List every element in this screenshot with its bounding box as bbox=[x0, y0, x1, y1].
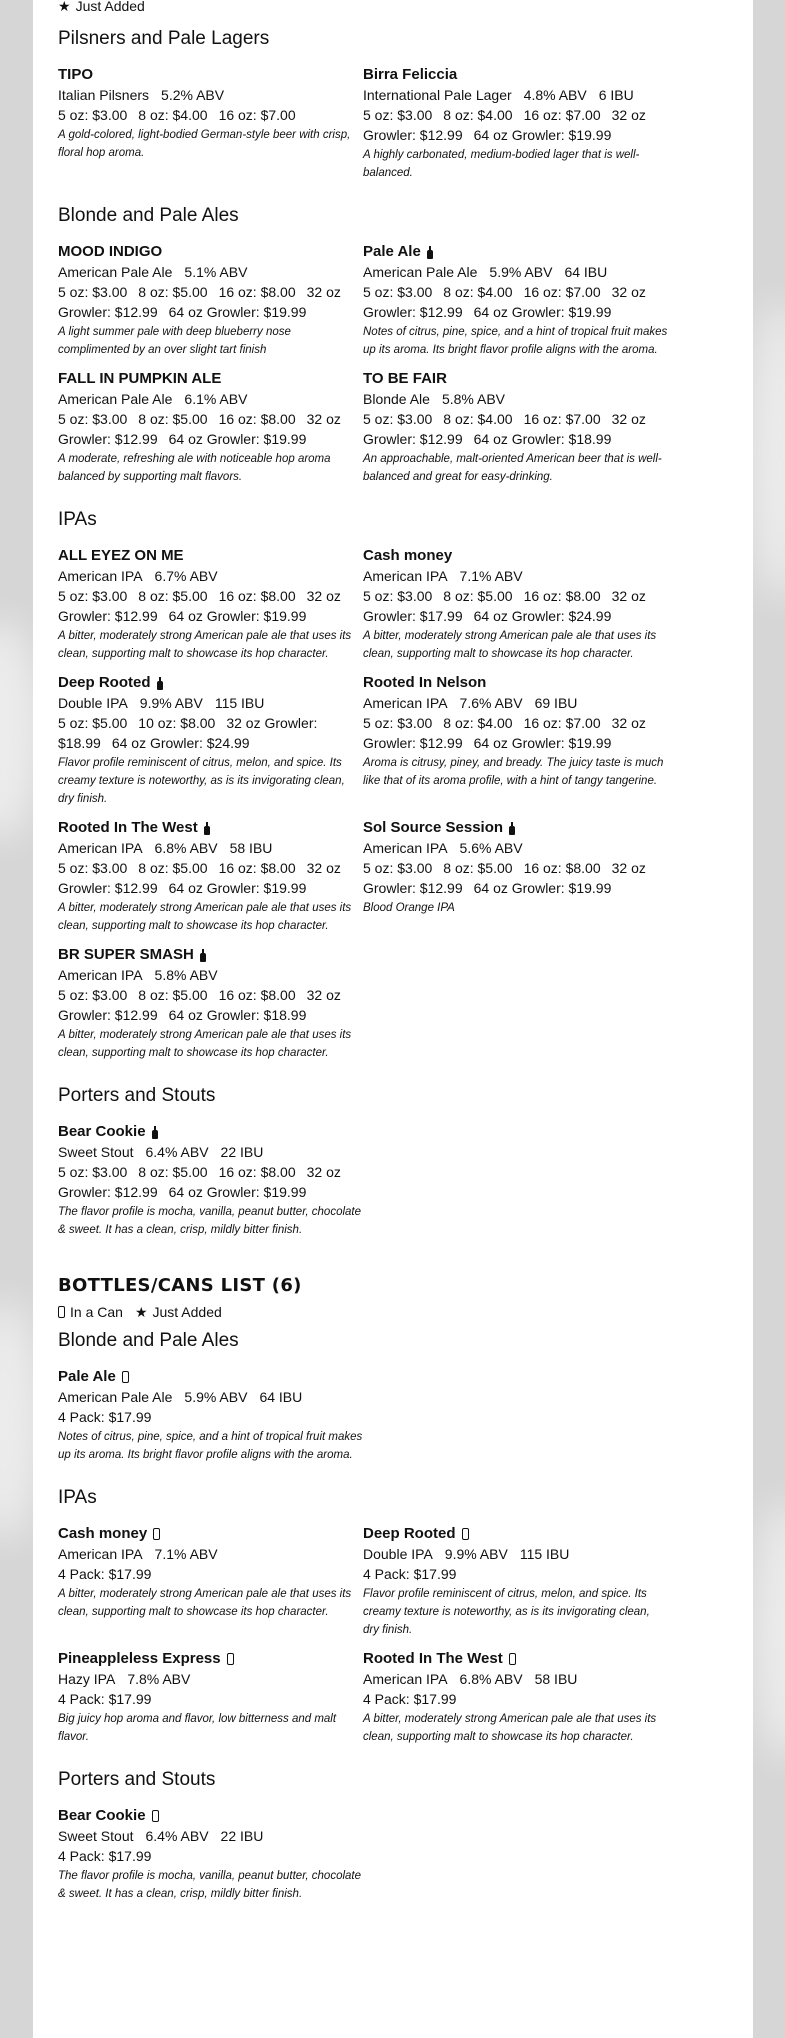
price-option: 32 oz Growler: $12.99 bbox=[363, 715, 646, 751]
price-option: 8 oz: $5.00 bbox=[443, 860, 513, 876]
can-icon bbox=[462, 1528, 469, 1540]
price-option: 32 oz Growler: $12.99 bbox=[58, 411, 341, 447]
price-option: 10 oz: $8.00 bbox=[138, 715, 216, 731]
beer-item bbox=[58, 1524, 363, 1621]
beer-name-text: Birra Feliccia bbox=[363, 66, 458, 83]
beer-prices bbox=[363, 282, 668, 322]
price-option: 4 Pack: $17.99 bbox=[58, 1409, 152, 1425]
price-option: 16 oz: $7.00 bbox=[523, 107, 601, 123]
beer-name bbox=[363, 1524, 668, 1544]
beer-item bbox=[363, 1524, 668, 1639]
beer-abv: 5.2% ABV bbox=[161, 87, 225, 103]
price-option: 16 oz: $8.00 bbox=[218, 987, 296, 1003]
beer-style: American IPA bbox=[58, 967, 143, 983]
beer-style: Double IPA bbox=[363, 1546, 433, 1562]
beer-prices bbox=[363, 409, 668, 449]
price-option: 5 oz: $3.00 bbox=[58, 860, 128, 876]
price-option: 5 oz: $3.00 bbox=[58, 987, 128, 1003]
beer-meta bbox=[58, 1669, 363, 1689]
price-option: 16 oz: $8.00 bbox=[523, 860, 601, 876]
beer-name-text: Rooted In The West bbox=[363, 1650, 503, 1667]
beer-name-text: ALL EYEZ ON ME bbox=[58, 547, 184, 564]
price-option: 8 oz: $4.00 bbox=[138, 107, 208, 123]
beer-description: Flavor profile reminiscent of citrus, melon, and spice. Its creamy texture is noteworthy, as is its invigorating clean, dry finish. bbox=[58, 757, 345, 805]
price-option: 64 oz Growler: $19.99 bbox=[473, 127, 612, 143]
beer-description: A bitter, moderately strong American pale ale that uses its clean, supporting malt to showcase its hop character. bbox=[58, 902, 352, 932]
price-option: 64 oz Growler: $19.99 bbox=[168, 431, 307, 447]
beer-name bbox=[58, 369, 363, 389]
bottle-icon bbox=[204, 822, 210, 835]
beer-prices bbox=[58, 713, 363, 753]
beer-item bbox=[363, 1649, 668, 1746]
price-option: 8 oz: $4.00 bbox=[443, 715, 513, 731]
beer-name-text: TIPO bbox=[58, 66, 94, 83]
beer-abv: 6.1% ABV bbox=[184, 391, 248, 407]
beer-name bbox=[363, 673, 668, 693]
beer-ibu: 64 IBU bbox=[564, 264, 608, 280]
beer-style: Hazy IPA bbox=[58, 1671, 116, 1687]
beer-description: Blood Orange IPA bbox=[363, 902, 455, 914]
beer-meta bbox=[58, 1544, 363, 1564]
beer-prices bbox=[58, 409, 363, 449]
price-option: 8 oz: $4.00 bbox=[443, 411, 513, 427]
beer-name bbox=[58, 1367, 363, 1387]
beer-abv: 4.8% ABV bbox=[523, 87, 587, 103]
price-option: 64 oz Growler: $19.99 bbox=[473, 735, 612, 751]
price-option: 64 oz Growler: $19.99 bbox=[473, 880, 612, 896]
beer-description: Notes of citrus, pine, spice, and a hint of tropical fruit makes up its aroma. Its bright flavor profile aligns with the aroma. bbox=[58, 1431, 363, 1461]
star-icon: ★ bbox=[58, 0, 71, 14]
beer-meta bbox=[58, 965, 363, 985]
beer-name-text: BR SUPER SMASH bbox=[58, 946, 194, 963]
price-option: 8 oz: $5.00 bbox=[138, 284, 208, 300]
price-option: 32 oz Growler: $12.99 bbox=[363, 860, 646, 896]
beer-style: American Pale Ale bbox=[58, 391, 173, 407]
beer-abv: 5.8% ABV bbox=[441, 391, 505, 407]
beer-abv: 6.4% ABV bbox=[145, 1828, 209, 1844]
beer-style: Sweet Stout bbox=[58, 1828, 134, 1844]
beer-prices bbox=[58, 1846, 363, 1866]
price-option: 4 Pack: $17.99 bbox=[363, 1566, 457, 1582]
beer-style: Italian Pilsners bbox=[58, 87, 150, 103]
beer-meta bbox=[363, 1669, 668, 1689]
beer-name bbox=[58, 945, 363, 965]
can-icon bbox=[153, 1528, 160, 1540]
menu-page bbox=[33, 0, 753, 2038]
legend-just-added-label: Just Added bbox=[152, 1304, 222, 1320]
price-option: 32 oz Growler: $12.99 bbox=[58, 1164, 341, 1200]
beer-abv: 5.9% ABV bbox=[184, 1389, 248, 1405]
price-option: 64 oz Growler: $19.99 bbox=[168, 304, 307, 320]
price-option: 8 oz: $5.00 bbox=[443, 588, 513, 604]
beer-item bbox=[363, 818, 668, 917]
can-icon bbox=[227, 1653, 234, 1665]
beer-prices bbox=[363, 1564, 668, 1584]
price-option: 8 oz: $5.00 bbox=[138, 987, 208, 1003]
beer-prices bbox=[363, 1689, 668, 1709]
beer-style: American Pale Ale bbox=[58, 264, 173, 280]
price-option: 8 oz: $5.00 bbox=[138, 588, 208, 604]
price-option: 32 oz Growler: $12.99 bbox=[58, 860, 341, 896]
beer-meta bbox=[58, 1826, 363, 1846]
beer-name bbox=[58, 65, 363, 85]
beer-description: A bitter, moderately strong American pale ale that uses its clean, supporting malt to showcase its hop character. bbox=[58, 630, 352, 660]
bottles-legend bbox=[58, 1303, 222, 1321]
beer-meta bbox=[58, 389, 363, 409]
legend-just-added bbox=[58, 0, 145, 15]
price-option: 16 oz: $7.00 bbox=[523, 284, 601, 300]
can-icon bbox=[509, 1653, 516, 1665]
beer-prices bbox=[58, 1162, 363, 1202]
price-option: 5 oz: $3.00 bbox=[363, 284, 433, 300]
price-option: 16 oz: $7.00 bbox=[523, 411, 601, 427]
beer-item bbox=[58, 1649, 363, 1746]
can-icon bbox=[58, 1306, 65, 1318]
beer-prices bbox=[363, 105, 668, 145]
beer-abv: 5.9% ABV bbox=[489, 264, 553, 280]
beer-name bbox=[363, 1649, 668, 1669]
price-option: 4 Pack: $17.99 bbox=[58, 1848, 152, 1864]
beer-description: Notes of citrus, pine, spice, and a hint of tropical fruit makes up its aroma. Its bright flavor profile aligns with the aroma. bbox=[363, 326, 668, 356]
bottle-icon bbox=[509, 822, 515, 835]
price-option: 8 oz: $5.00 bbox=[138, 1164, 208, 1180]
beer-name bbox=[58, 242, 363, 262]
beer-abv: 9.9% ABV bbox=[444, 1546, 508, 1562]
beer-name-text: TO BE FAIR bbox=[363, 370, 447, 387]
beer-item bbox=[363, 65, 668, 182]
beer-prices bbox=[58, 1689, 363, 1709]
beer-ibu: 58 IBU bbox=[534, 1671, 578, 1687]
beer-abv: 7.8% ABV bbox=[127, 1671, 191, 1687]
beer-abv: 6.4% ABV bbox=[145, 1144, 209, 1160]
beer-ibu: 64 IBU bbox=[259, 1389, 303, 1405]
beer-name bbox=[58, 673, 363, 693]
beer-name-text: Cash money bbox=[58, 1525, 148, 1542]
beer-name bbox=[363, 242, 668, 262]
beer-prices bbox=[363, 713, 668, 753]
price-option: 16 oz: $7.00 bbox=[218, 107, 296, 123]
beer-meta bbox=[58, 566, 363, 586]
beer-description: Aroma is citrusy, piney, and bready. The juicy taste is much like that of its aroma profile, with a hint of tangy tangerine. bbox=[363, 757, 664, 787]
beer-prices bbox=[58, 282, 363, 322]
price-option: 16 oz: $8.00 bbox=[218, 284, 296, 300]
beer-description: A highly carbonated, medium-bodied lager that is well-balanced. bbox=[363, 149, 640, 179]
beer-meta bbox=[58, 693, 363, 713]
price-option: 16 oz: $8.00 bbox=[218, 1164, 296, 1180]
beer-item bbox=[363, 369, 668, 486]
price-option: 8 oz: $5.00 bbox=[138, 411, 208, 427]
beer-abv: 5.8% ABV bbox=[154, 967, 218, 983]
beer-item bbox=[58, 65, 363, 162]
beer-style: American IPA bbox=[58, 568, 143, 584]
beer-name-text: Rooted In The West bbox=[58, 819, 198, 836]
beer-ibu: 115 IBU bbox=[214, 695, 265, 711]
can-icon bbox=[152, 1810, 159, 1822]
price-option: 5 oz: $3.00 bbox=[363, 411, 433, 427]
beer-name-text: Deep Rooted bbox=[58, 674, 151, 691]
price-option: 64 oz Growler: $19.99 bbox=[168, 608, 307, 624]
beer-name-text: Pale Ale bbox=[58, 1368, 116, 1385]
beer-style: American IPA bbox=[58, 840, 143, 856]
beer-style: American IPA bbox=[363, 568, 448, 584]
beer-description: A moderate, refreshing ale with noticeable hop aroma balanced by supporting malt flavors. bbox=[58, 453, 331, 483]
beer-description: Big juicy hop aroma and flavor, low bitterness and malt flavor. bbox=[58, 1713, 337, 1743]
price-option: 5 oz: $3.00 bbox=[363, 107, 433, 123]
price-option: 64 oz Growler: $24.99 bbox=[473, 608, 612, 624]
beer-description: A bitter, moderately strong American pale ale that uses its clean, supporting malt to showcase its hop character. bbox=[58, 1029, 352, 1059]
legend-just-added bbox=[135, 1303, 222, 1321]
beer-meta bbox=[363, 1544, 668, 1564]
beer-name bbox=[363, 546, 668, 566]
beer-description: Flavor profile reminiscent of citrus, melon, and spice. Its creamy texture is noteworthy, as is its invigorating clean, dry finish. bbox=[363, 1588, 650, 1636]
beer-meta bbox=[363, 566, 668, 586]
bottle-icon bbox=[152, 1126, 158, 1139]
beer-item bbox=[58, 945, 363, 1062]
beer-meta bbox=[58, 85, 363, 105]
beer-style: Sweet Stout bbox=[58, 1144, 134, 1160]
price-option: 5 oz: $3.00 bbox=[58, 411, 128, 427]
beer-name-text: Bear Cookie bbox=[58, 1123, 146, 1140]
star-icon: ★ bbox=[134, 1304, 148, 1320]
price-option: 32 oz Growler: $12.99 bbox=[58, 588, 341, 624]
legend-in-a-can-label: In a Can bbox=[70, 1304, 123, 1320]
beer-abv: 6.7% ABV bbox=[154, 568, 218, 584]
price-option: 16 oz: $8.00 bbox=[218, 860, 296, 876]
beer-ibu: 69 IBU bbox=[534, 695, 578, 711]
beer-name bbox=[363, 818, 668, 838]
price-option: 5 oz: $3.00 bbox=[58, 1164, 128, 1180]
beer-meta bbox=[363, 262, 668, 282]
price-option: 5 oz: $5.00 bbox=[58, 715, 128, 731]
beer-abv: 5.6% ABV bbox=[459, 840, 523, 856]
beer-style: American Pale Ale bbox=[58, 1389, 173, 1405]
beer-name bbox=[58, 818, 363, 838]
beer-style: American Pale Ale bbox=[363, 264, 478, 280]
beer-item bbox=[58, 1367, 363, 1464]
price-option: 16 oz: $7.00 bbox=[523, 715, 601, 731]
beer-description: An approachable, malt-oriented American beer that is well-balanced and great for easy-drinking. bbox=[363, 453, 662, 483]
price-option: 32 oz Growler: $12.99 bbox=[58, 284, 341, 320]
beer-meta bbox=[363, 85, 668, 105]
bottle-icon bbox=[427, 246, 433, 259]
price-option: 16 oz: $8.00 bbox=[523, 588, 601, 604]
beer-meta bbox=[58, 838, 363, 858]
price-option: 32 oz Growler: $12.99 bbox=[363, 107, 646, 143]
beer-meta bbox=[363, 838, 668, 858]
bottles-list-title: BOTTLES/CANS LIST (6) bbox=[58, 1275, 302, 1296]
legend-just-added-label: Just Added bbox=[75, 0, 145, 14]
price-option: 32 oz Growler: $12.99 bbox=[363, 284, 646, 320]
beer-style: American IPA bbox=[363, 1671, 448, 1687]
section-title: Blonde and Pale Ales bbox=[58, 205, 239, 226]
beer-style: American IPA bbox=[363, 840, 448, 856]
beer-prices bbox=[58, 985, 363, 1025]
section-title: Porters and Stouts bbox=[58, 1769, 216, 1790]
beer-meta bbox=[363, 389, 668, 409]
beer-item bbox=[58, 673, 363, 808]
bottle-icon bbox=[200, 949, 206, 962]
beer-name bbox=[58, 546, 363, 566]
beer-prices bbox=[58, 105, 363, 125]
beer-ibu: 6 IBU bbox=[598, 87, 634, 103]
beer-abv: 9.9% ABV bbox=[139, 695, 203, 711]
beer-name bbox=[58, 1649, 363, 1669]
price-option: 64 oz Growler: $19.99 bbox=[168, 1184, 307, 1200]
beer-item bbox=[58, 369, 363, 486]
beer-prices bbox=[58, 1407, 363, 1427]
beer-name-text: Sol Source Session bbox=[363, 819, 504, 836]
beer-name-text: Deep Rooted bbox=[363, 1525, 456, 1542]
legend-top bbox=[58, 0, 145, 15]
beer-name-text: Rooted In Nelson bbox=[363, 674, 487, 691]
beer-meta bbox=[363, 693, 668, 713]
beer-description: A bitter, moderately strong American pale ale that uses its clean, supporting malt to showcase its hop character. bbox=[363, 1713, 657, 1743]
beer-ibu: 22 IBU bbox=[220, 1828, 264, 1844]
beer-name-text: Bear Cookie bbox=[58, 1807, 146, 1824]
price-option: 64 oz Growler: $19.99 bbox=[168, 880, 307, 896]
beer-style: Double IPA bbox=[58, 695, 128, 711]
price-option: 5 oz: $3.00 bbox=[363, 860, 433, 876]
beer-item bbox=[363, 242, 668, 359]
beer-description: The flavor profile is mocha, vanilla, peanut butter, chocolate & sweet. It has a clean, crisp, mildly bitter finish. bbox=[58, 1870, 362, 1900]
price-option: 32 oz Growler: $18.99 bbox=[58, 715, 318, 751]
price-option: 16 oz: $8.00 bbox=[218, 588, 296, 604]
price-option: 64 oz Growler: $19.99 bbox=[473, 304, 612, 320]
legend-in-a-can bbox=[58, 1303, 123, 1321]
beer-style: American IPA bbox=[363, 695, 448, 711]
beer-ibu: 22 IBU bbox=[220, 1144, 264, 1160]
beer-item bbox=[58, 242, 363, 359]
beer-abv: 7.1% ABV bbox=[459, 568, 523, 584]
beer-item bbox=[58, 546, 363, 663]
price-option: 8 oz: $5.00 bbox=[138, 860, 208, 876]
price-option: 5 oz: $3.00 bbox=[363, 715, 433, 731]
price-option: 4 Pack: $17.99 bbox=[58, 1691, 152, 1707]
price-option: 4 Pack: $17.99 bbox=[363, 1691, 457, 1707]
beer-name-text: Cash money bbox=[363, 547, 453, 564]
beer-name bbox=[58, 1806, 363, 1826]
beer-abv: 6.8% ABV bbox=[459, 1671, 523, 1687]
beer-name-text: Pineappleless Express bbox=[58, 1650, 221, 1667]
beer-abv: 7.1% ABV bbox=[154, 1546, 218, 1562]
section-title: IPAs bbox=[58, 1487, 97, 1508]
price-option: 32 oz Growler: $17.99 bbox=[363, 588, 646, 624]
beer-description: The flavor profile is mocha, vanilla, peanut butter, chocolate & sweet. It has a clean, crisp, mildly bitter finish. bbox=[58, 1206, 362, 1236]
beer-abv: 7.6% ABV bbox=[459, 695, 523, 711]
beer-description: A gold-colored, light-bodied German-style beer with crisp, floral hop aroma. bbox=[58, 129, 351, 159]
beer-name-text: FALL IN PUMPKIN ALE bbox=[58, 370, 222, 387]
price-option: 8 oz: $4.00 bbox=[443, 284, 513, 300]
section-title: Blonde and Pale Ales bbox=[58, 1330, 239, 1351]
section-title: Porters and Stouts bbox=[58, 1085, 216, 1106]
beer-name-text: Pale Ale bbox=[363, 243, 421, 260]
beer-ibu: 58 IBU bbox=[229, 840, 273, 856]
price-option: 4 Pack: $17.99 bbox=[58, 1566, 152, 1582]
section-title: IPAs bbox=[58, 509, 97, 530]
beer-abv: 5.1% ABV bbox=[184, 264, 248, 280]
beer-prices bbox=[58, 586, 363, 626]
beer-meta bbox=[58, 1142, 363, 1162]
beer-name bbox=[58, 1524, 363, 1544]
beer-item bbox=[58, 1122, 363, 1239]
price-option: 64 oz Growler: $18.99 bbox=[168, 1007, 307, 1023]
beer-item bbox=[363, 546, 668, 663]
price-option: 5 oz: $3.00 bbox=[58, 284, 128, 300]
beer-description: A bitter, moderately strong American pale ale that uses its clean, supporting malt to showcase its hop character. bbox=[58, 1588, 352, 1618]
price-option: 16 oz: $8.00 bbox=[218, 411, 296, 427]
beer-description: A bitter, moderately strong American pale ale that uses its clean, supporting malt to showcase its hop character. bbox=[363, 630, 657, 660]
price-option: 5 oz: $3.00 bbox=[58, 107, 128, 123]
beer-prices bbox=[363, 586, 668, 626]
price-option: 64 oz Growler: $24.99 bbox=[111, 735, 250, 751]
can-icon bbox=[122, 1371, 129, 1383]
beer-prices bbox=[363, 858, 668, 898]
beer-description: A light summer pale with deep blueberry nose complimented by an over slight tart finish bbox=[58, 326, 291, 356]
price-option: 32 oz Growler: $12.99 bbox=[58, 987, 341, 1023]
beer-item bbox=[58, 1806, 363, 1903]
beer-ibu: 115 IBU bbox=[519, 1546, 570, 1562]
price-option: 32 oz Growler: $12.99 bbox=[363, 411, 646, 447]
beer-name-text: MOOD INDIGO bbox=[58, 243, 163, 260]
beer-prices bbox=[58, 858, 363, 898]
beer-meta bbox=[58, 1387, 363, 1407]
beer-item bbox=[58, 818, 363, 935]
beer-name bbox=[363, 369, 668, 389]
beer-meta bbox=[58, 262, 363, 282]
beer-abv: 6.8% ABV bbox=[154, 840, 218, 856]
beer-style: Blonde Ale bbox=[363, 391, 430, 407]
price-option: 5 oz: $3.00 bbox=[58, 588, 128, 604]
beer-name bbox=[363, 65, 668, 85]
beer-style: American IPA bbox=[58, 1546, 143, 1562]
price-option: 8 oz: $4.00 bbox=[443, 107, 513, 123]
bottle-icon bbox=[157, 677, 163, 690]
section-title: Pilsners and Pale Lagers bbox=[58, 28, 270, 49]
beer-style: International Pale Lager bbox=[363, 87, 512, 103]
beer-prices bbox=[58, 1564, 363, 1584]
price-option: 64 oz Growler: $18.99 bbox=[473, 431, 612, 447]
beer-item bbox=[363, 673, 668, 790]
beer-name bbox=[58, 1122, 363, 1142]
price-option: 5 oz: $3.00 bbox=[363, 588, 433, 604]
